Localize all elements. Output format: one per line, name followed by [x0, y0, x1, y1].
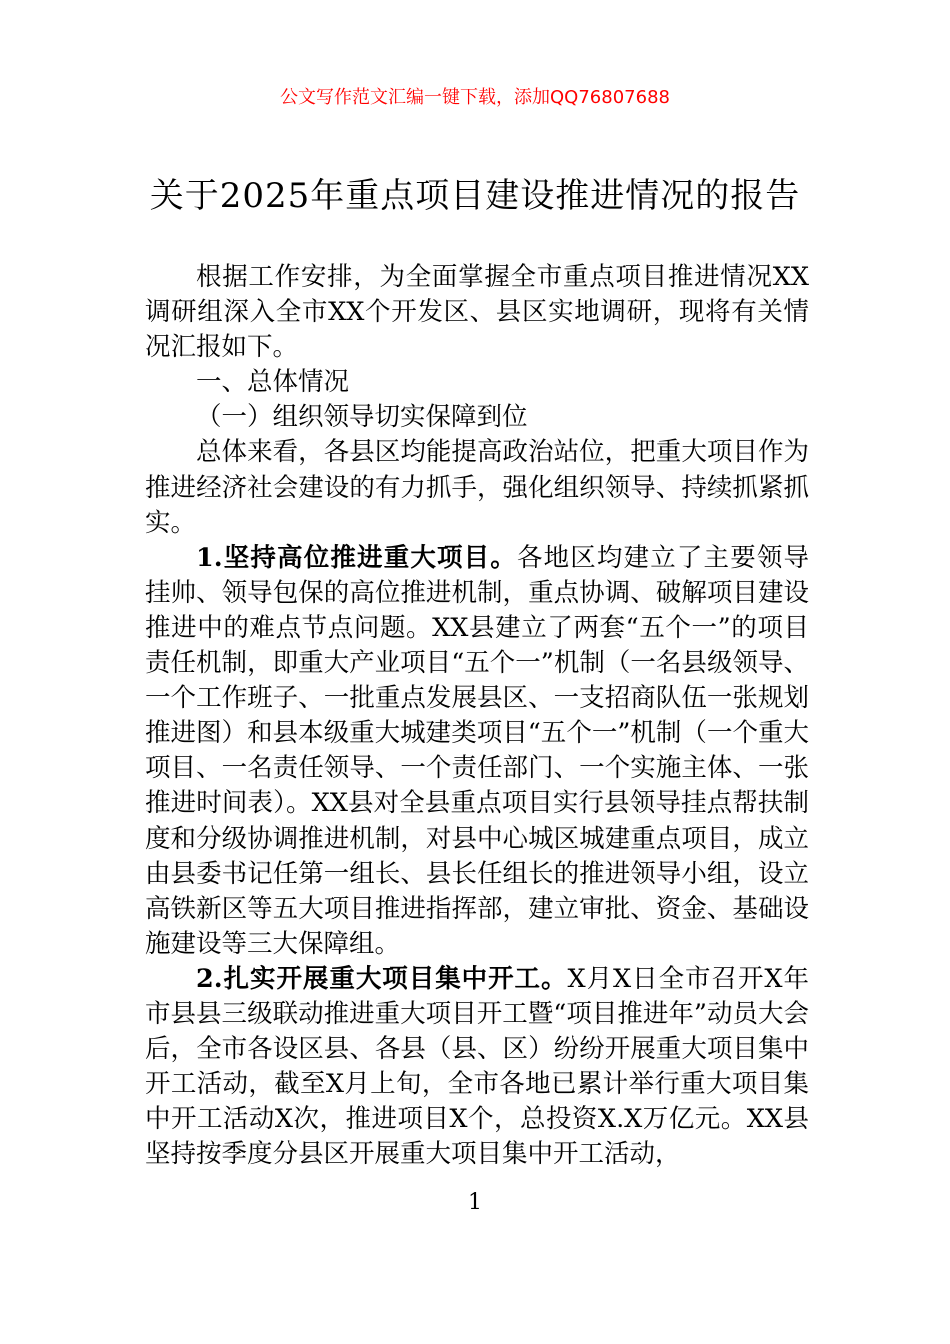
intro-paragraph: 根据工作安排，为全面掌握全市重点项目推进情况XX调研组深入全市XX个开发区、县区实地调研，现将有关情况汇报如下。: [145, 262, 809, 363]
subsection-heading-organization: （一）组织领导切实保障到位: [196, 402, 528, 433]
item2-paragraph: [145, 962, 809, 1173]
item1-lead: 1.坚持高位推进重大项目。: [196, 542, 517, 573]
summary-paragraph: 总体来看，各县区均能提高政治站位，把重大项目作为推进经济社会建设的有力抓手，强化组织领导、持续抓紧抓实。: [145, 437, 809, 538]
item2-lead: 2.扎实开展重大项目集中开工。: [196, 963, 568, 994]
section-heading-overview: 一、总体情况: [196, 367, 350, 398]
document-title: 关于2025年重点项目建设推进情况的报告: [149, 176, 801, 216]
item1-paragraph: [145, 541, 809, 962]
header-download-notice: 公文写作范文汇编一键下载，添加QQ76807688: [280, 87, 670, 108]
page-number: 1: [468, 1190, 482, 1215]
item2-body: X月X日全市召开X年市县县三级联动推进重大项目开工暨“项目推进年”动员大会后，全市各设区县、各县（县、区）纷纷开展重大项目集中开工活动，截至X月上旬，全市各地已累计举行重大项目集中开工活动X次，推进项目X个，总投资X.X万亿元。XX县坚持按季度分县区开展重大项目集中开工活动，: [145, 963, 810, 1170]
item1-body: 各地区均建立了主要领导挂帅、领导包保的高位推进机制，重点协调、破解项目建设推进中的难点节点问题。XX县建立了两套“五个一”的项目责任机制，即重大产业项目“五个一”机制（一名县级领导、一个工作班子、一批重点发展县区、一支招商队伍一张规划推进图）和县本级重大城建类项目“五个一”机制（一个重大项目、一名责任领导、一个责任部门、一个实施主体、一张推进时间表）。XX县对全县重点项目实行县领导挂点帮扶制度和分级协调推进机制，对县中心城区城建重点项目，成立由县委书记任第一组长、县长任组长的推进领导小组，设立高铁新区等五大项目推进指挥部，建立审批、资金、基础设施建设等三大保障组。: [145, 542, 809, 959]
document-body: [145, 260, 809, 1172]
